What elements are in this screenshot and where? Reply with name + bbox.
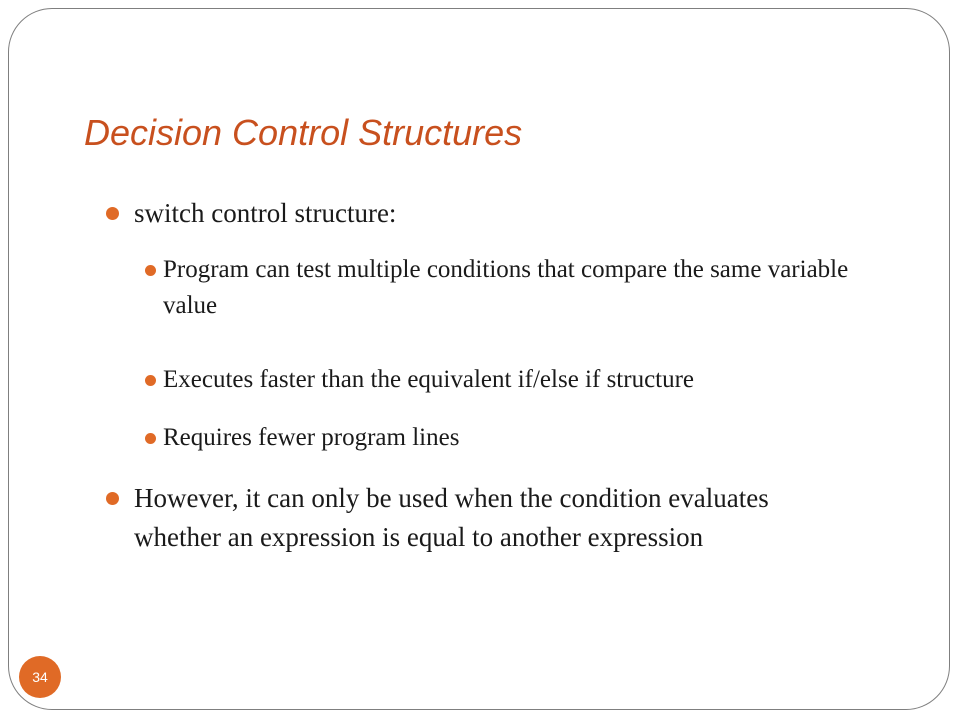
bullet-dot-icon [106, 492, 119, 505]
sub-bullet-item [163, 362, 923, 398]
sub-bullet-dot-icon [145, 265, 156, 276]
sub-bullet-text: Program can test multiple conditions that compare the same variable value [163, 256, 849, 319]
sub-bullet-item [163, 420, 903, 456]
slide-title: Decision Control Structures [84, 112, 523, 153]
sub-bullet-text: Executes faster than the equivalent if/else if structure [163, 366, 695, 393]
page-number-badge: 34 [19, 656, 61, 698]
bullet-text: However, it can only be used when the condition evaluates whether an expression is equal to another expression [134, 483, 769, 552]
bullet-text: switch control structure: [134, 198, 397, 228]
sub-bullet-dot-icon [145, 433, 156, 444]
sub-bullet-item [163, 252, 903, 324]
sub-bullet-dot-icon [145, 375, 156, 386]
bullet-item [134, 194, 894, 233]
bullet-item [134, 479, 824, 557]
bullet-dot-icon [106, 207, 119, 220]
sub-bullet-text: Requires fewer program lines [163, 424, 460, 451]
